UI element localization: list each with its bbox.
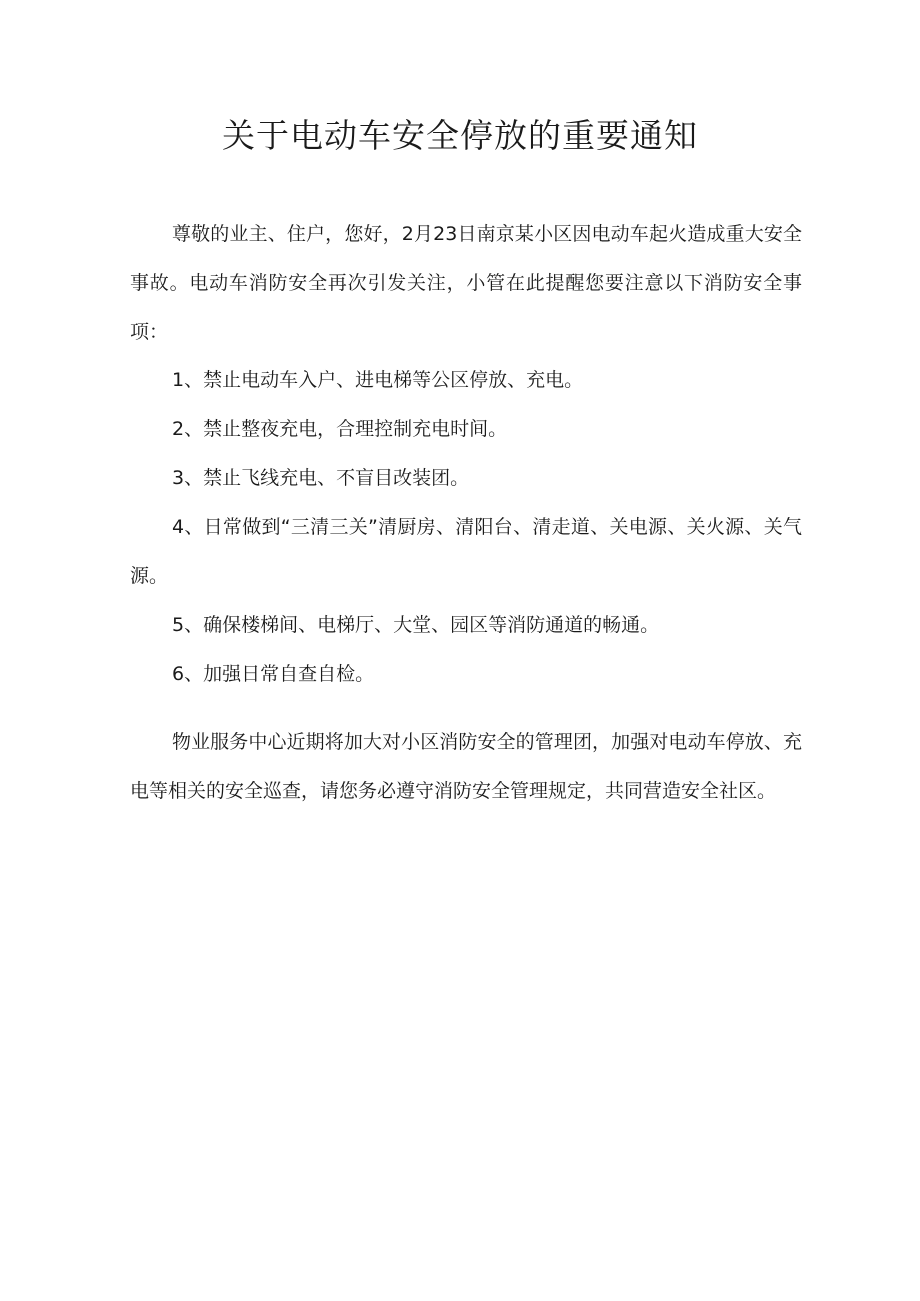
closing-paragraph: 物业服务中心近期将加大对小区消防安全的管理团，加强对电动车停放、充电等相关的安全巡查，请您务必遵守消防安全管理规定，共同营造安全社区。	[130, 731, 802, 802]
list-item: 6、加强日常自查自检。	[172, 663, 375, 685]
list-item: 5、确保楼梯间、电梯厅、大堂、园区等消防通道的畅通。	[172, 614, 660, 636]
list-item: 3、禁止飞线充电、不盲目改装团。	[172, 467, 470, 489]
list-item: 4、日常做到“三清三关”清厨房、清阳台、清走道、关电源、关火源、关气源。	[130, 516, 802, 587]
document-title: 关于电动车安全停放的重要通知	[222, 116, 698, 155]
list-item: 1、禁止电动车入户、进电梯等公区停放、充电。	[172, 369, 584, 391]
list-item: 2、禁止整夜充电，合理控制充电时间。	[172, 418, 508, 440]
safety-items-list	[130, 356, 802, 699]
intro-paragraph: 尊敬的业主、住户，您好，2月23日南京某小区因电动车起火造成重大安全事故。电动车消防安全再次引发关注，小管在此提醒您要注意以下消防安全事项：	[130, 223, 802, 343]
